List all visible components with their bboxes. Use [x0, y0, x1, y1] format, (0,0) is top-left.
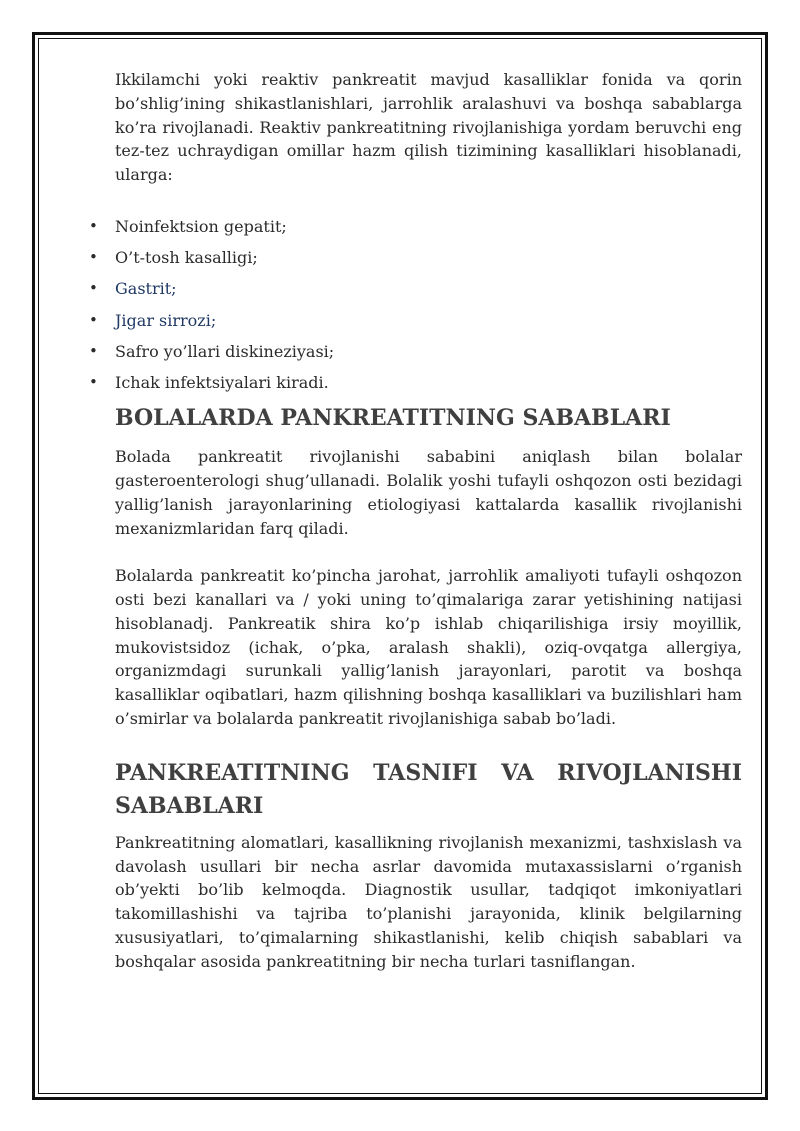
children-paragraph-2: Bolalarda pankreatit ko’pincha jarohat, jarrohlik amaliyoti tufayli oshqozon osti bezi kanallari va / yoki uning to’qimalariga zarar yetishining natijasi hisoblanadj. Pankreatik shira ko’p ishlab chiqarilishiga irsiy moyillik, mukovistsidoz (ichak, o’pka, aralash shakli), oziq-ovqatga allergiya, organizmdagi surunkali yallig’lanish jarayonlari, parotit va boshqa kasalliklar oqibatlari, hazm qilishning boshqa kasalliklari va buzilishlari ham o’smirlar va bolalarda pankreatit rivojlanishiga sabab bo’ladi.	[115, 566, 742, 729]
list-item-link[interactable]: • Gastrit;	[115, 277, 742, 301]
heading-children-causes: BOLALARDA PANKREATITNING SABABLARI	[115, 405, 671, 432]
classification-paragraph: Pankreatitning alomatlari, kasallikning rivojlanish mexanizmi, tashxislash va davolash usullari bir necha asrlar davomida mutaxassislarni o’rganish ob’yekti bo’lib kelmoqda. Diagnostik usullar, tadqiqot imkoniyatlari takomillashishi va tajriba to’planishi jarayonida, klinik belgilarning xususiyatlari, to’qimalarning shikastlanishi, kelib chiqish sabablari va boshqalar asosida pankreatitning bir necha turlari tasniflangan.	[115, 832, 742, 971]
causes-list	[115, 215, 742, 395]
list-item: • O’t-tosh kasalligi;	[115, 246, 742, 270]
document-body	[115, 68, 742, 974]
list-item-link[interactable]: • Jigar sirrozi;	[115, 309, 742, 333]
children-paragraph-1: Bolada pankreatit rivojlanishi sababini aniqlash bilan bolalar gasteroenterologi shug’ullanadi. Bolalik yoshi tufayli oshqozon osti bezidagi yallig’lanish jarayonlarining etiologiyasi kattalarda kasallik rivojlanishi mexanizmlaridan farq qiladi.	[115, 447, 742, 538]
list-item: • Ichak infektsiyalari kiradi.	[115, 371, 742, 395]
heading-classification: PANKREATITNING TASNIFI VA RIVOJLANISHI SABABLARI	[115, 759, 742, 819]
list-item: • Safro yo’llari diskineziyasi;	[115, 340, 742, 364]
list-item: • Noinfektsion gepatit;	[115, 215, 742, 239]
intro-paragraph: Ikkilamchi yoki reaktiv pankreatit mavjud kasalliklar fonida va qorin bo’shlig’ining shikastlanishlari, jarrohlik aralashuvi va boshqa sabablarga ko’ra rivojlanadi. Reaktiv pankreatitning rivojlanishiga yordam beruvchi eng tez-tez uchraydigan omillar hazm qilish tizimining kasalliklari hisoblanadi, ularga:	[115, 70, 742, 185]
